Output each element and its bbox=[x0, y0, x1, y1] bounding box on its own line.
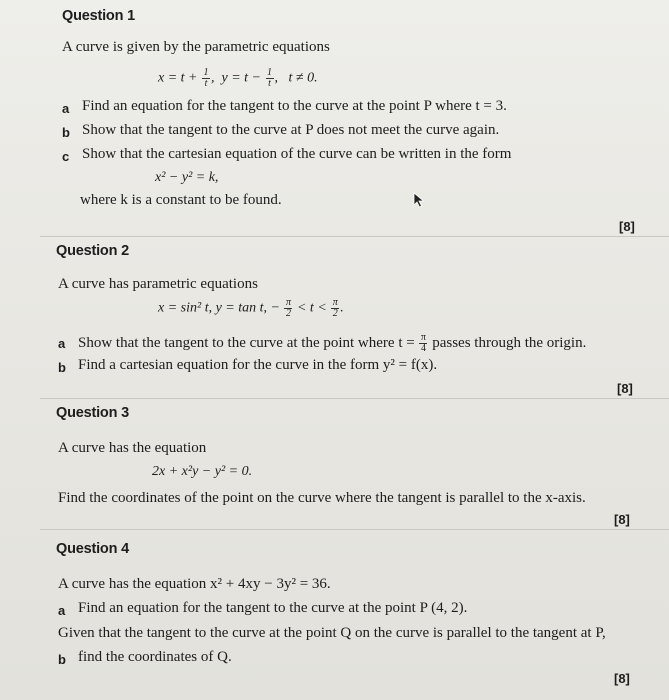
q1-part-c-text: Show that the cartesian equation of the curve can be written in the form bbox=[82, 146, 512, 162]
q3-marks: [8] bbox=[614, 512, 630, 527]
q1-part-a-text: Find an equation for the tangent to the curve at the point P where t = 3. bbox=[82, 98, 507, 114]
q3-divider bbox=[40, 529, 669, 530]
q1-eq-x: x = t + bbox=[158, 70, 198, 86]
q2-part-a-label: a bbox=[58, 336, 66, 351]
q2-part-b-label: b bbox=[58, 360, 66, 375]
question-2-equations: x = sin² t, y = tan t, − $\frac{\pi}{2}$ < t < $\frac{\pi}{2}$ . bbox=[158, 297, 344, 319]
question-2-intro: A curve has parametric equations bbox=[58, 276, 258, 292]
q3-equation: 2x + x²y − y² = 0. bbox=[152, 464, 253, 479]
q2-part-a-pre: Show that the tangent to the curve at the point where t = bbox=[78, 334, 415, 351]
q2-eq-main: x = sin² t, y = tan t, − bbox=[158, 300, 280, 316]
q2-part-a-post: passes through the origin. bbox=[432, 334, 587, 351]
question-3-intro: A curve has the equation bbox=[58, 440, 207, 456]
question-2-heading: Question 2 bbox=[56, 243, 129, 259]
q1-part-b-label: b bbox=[62, 125, 70, 140]
q1-frac-2: $\frac{1}{t}$ bbox=[267, 67, 272, 89]
q2-frac-1: $\frac{\pi}{2}$ bbox=[285, 297, 291, 319]
question-1-equations: x = t + $\frac{1}{t}$ , y = t − $\frac{1}{t}$ , t ≠ 0. bbox=[158, 67, 318, 89]
q2-part-a-text bbox=[78, 333, 586, 354]
q1-frac-1: $\frac{1}{t}$ bbox=[203, 67, 209, 89]
q3-body-text: Find the coordinates of the point on the curve where the tangent is parallel to the x-axis. bbox=[58, 490, 586, 506]
question-3-heading: Question 3 bbox=[56, 405, 129, 421]
q2-divider bbox=[40, 398, 669, 399]
q1-where-text: where k is a constant to be found. bbox=[80, 192, 282, 208]
q1-part-b-text: Show that the tangent to the curve at P does not meet the curve again. bbox=[82, 122, 500, 138]
q1-eq-y: y = t − bbox=[221, 70, 261, 86]
q1-part-c-label: c bbox=[62, 149, 70, 164]
q4-marks: [8] bbox=[614, 671, 630, 686]
q2-eq-mid: < t < bbox=[296, 300, 327, 316]
q4-part-a-text: Find an equation for the tangent to the curve at the point P (4, 2). bbox=[78, 600, 468, 616]
q4-part-a-label: a bbox=[58, 603, 66, 618]
q2-marks: [8] bbox=[617, 381, 633, 396]
q4-part-b-label: b bbox=[58, 652, 66, 667]
q1-part-a-label: a bbox=[62, 101, 70, 116]
question-4-heading: Question 4 bbox=[56, 541, 129, 557]
q1-eq-cond: t ≠ 0. bbox=[288, 70, 318, 86]
question-4-intro: A curve has the equation x² + 4xy − 3y² = 36. bbox=[58, 576, 331, 592]
q2-frac-2: $\frac{\pi}{2}$ bbox=[332, 297, 338, 319]
q1-divider bbox=[40, 236, 669, 237]
q4-given-text: Given that the tangent to the curve at the point Q on the curve is parallel to the tangent at P, bbox=[58, 625, 606, 641]
question-1-heading: Question 1 bbox=[62, 8, 135, 24]
mouse-pointer-icon bbox=[413, 192, 425, 208]
q2-part-a-frac: $\frac{\pi}{4}$ bbox=[420, 332, 426, 354]
q1-cartesian-equation: x² − y² = k, bbox=[155, 170, 219, 185]
q1-marks: [8] bbox=[619, 219, 635, 234]
q2-part-b-text: Find a cartesian equation for the curve in the form y² = f(x). bbox=[78, 357, 438, 373]
q4-part-b-text: find the coordinates of Q. bbox=[78, 649, 232, 665]
question-1-intro: A curve is given by the parametric equations bbox=[62, 39, 330, 55]
